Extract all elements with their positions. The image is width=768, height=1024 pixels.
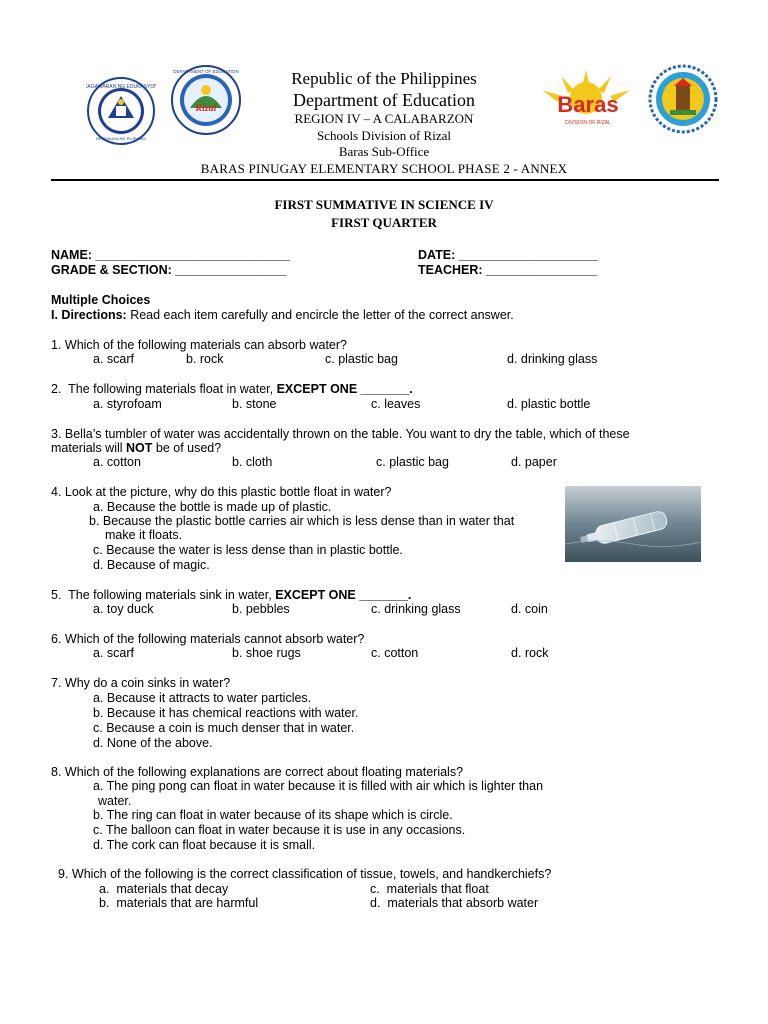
q2-option-a[interactable]: a. styrofoam <box>93 397 162 411</box>
exam-quarter: FIRST QUARTER <box>331 215 437 230</box>
q1-option-b[interactable]: b. rock <box>186 352 224 366</box>
q5-option-d[interactable]: d. coin <box>511 602 548 616</box>
q4-option-c[interactable]: c. Because the water is less dense than in plastic bottle. <box>93 543 403 557</box>
republic-heading: Republic of the Philippines <box>291 69 477 88</box>
q5-option-b[interactable]: b. pebbles <box>232 602 290 616</box>
question-4: 4. Look at the picture, why do this plastic bottle float in water? <box>51 485 392 499</box>
rizal-ring-text: DEPARTMENT OF EDUCATION <box>173 69 239 74</box>
q2-text: 2. The following materials float in water, <box>51 382 277 396</box>
question-9: 9. Which of the following is the correct classification of tissue, towels, and handkerchiefs? <box>58 867 552 881</box>
directions-label: I. Directions: <box>51 308 127 322</box>
baras-text: Baras <box>557 92 619 117</box>
question-7: 7. Why do a coin sinks in water? <box>51 676 231 690</box>
q4-option-b[interactable]: b. Because the plastic bottle carries air which is less dense than in water that <box>89 514 515 528</box>
q9-option-c[interactable]: c. materials that float <box>370 882 489 896</box>
region-heading: REGION IV – A CALABARZON <box>294 111 474 126</box>
floating-bottle-image <box>565 486 701 562</box>
q3-text-post: be of used? <box>152 441 222 455</box>
q7-option-d[interactable]: d. None of the above. <box>93 736 213 750</box>
q3-option-a[interactable]: a. cotton <box>93 455 141 469</box>
q5-bold: EXCEPT ONE _______. <box>275 588 412 602</box>
q3-option-b[interactable]: b. cloth <box>232 455 273 469</box>
q1-option-a[interactable]: a. scarf <box>93 352 134 366</box>
question-8: 8. Which of the following explanations are correct about floating materials? <box>51 765 464 779</box>
q7-option-c[interactable]: c. Because a coin is much denser that in water. <box>93 721 355 735</box>
name-field[interactable]: NAME: ____________________________ <box>51 248 291 262</box>
q8-option-a-cont: water. <box>98 794 132 808</box>
question-6: 6. Which of the following materials cannot absorb water? <box>51 632 365 646</box>
q3-text-pre: materials will <box>51 441 127 455</box>
baras-sub-text: DIVISION OF RIZAL <box>565 120 611 126</box>
division-heading: Schools Division of Rizal <box>317 128 451 143</box>
q9-option-b[interactable]: b. materials that are harmful <box>99 896 259 910</box>
q6-option-d[interactable]: d. rock <box>511 646 549 660</box>
question-1: 1. Which of the following materials can absorb water? <box>51 338 347 352</box>
exam-title: FIRST SUMMATIVE IN SCIENCE IV <box>274 197 494 212</box>
deped-ring-text: KAGAWARAN NG EDUKASYON <box>86 84 156 90</box>
q8-option-a[interactable]: a. The ping pong can float in water because it is filled with air which is lighter than <box>93 779 544 793</box>
q6-option-b[interactable]: b. shoe rugs <box>232 646 301 660</box>
q4-option-d[interactable]: d. Because of magic. <box>93 558 210 572</box>
date-field[interactable]: DATE: ____________________ <box>418 248 598 262</box>
department-heading: Department of Education <box>293 90 475 110</box>
deped-bottom-text: REPUBLIKA NG PILIPINAS <box>96 136 146 141</box>
q4-option-a[interactable]: a. Because the bottle is made up of plastic. <box>93 500 332 514</box>
q3-bold: NOT <box>126 441 153 455</box>
teacher-field[interactable]: TEACHER: ________________ <box>418 263 598 277</box>
q6-option-a[interactable]: a. scarf <box>93 646 134 660</box>
q3-option-d[interactable]: d. paper <box>511 455 557 469</box>
directions <box>51 308 514 322</box>
q8-option-b[interactable]: b. The ring can float in water because of its shape which is circle. <box>93 808 453 822</box>
q3-option-c[interactable]: c. plastic bag <box>376 455 449 469</box>
q5-text: 5. The following materials sink in water, <box>51 588 276 602</box>
q5-option-c[interactable]: c. drinking glass <box>371 602 461 616</box>
q9-option-d[interactable]: d. materials that absorb water <box>370 896 539 910</box>
q2-option-d[interactable]: d. plastic bottle <box>507 397 591 411</box>
q7-option-a[interactable]: a. Because it attracts to water particles. <box>93 691 312 705</box>
directions-text: Read each item carefully and encircle the letter of the correct answer. <box>126 308 514 322</box>
header-divider <box>51 179 719 181</box>
q4-option-b-cont: make it floats. <box>105 528 183 542</box>
q7-option-b[interactable]: b. Because it has chemical reactions with water. <box>93 706 359 720</box>
q2-bold: EXCEPT ONE _______. <box>276 382 413 396</box>
q8-option-c[interactable]: c. The balloon can float in water because it is use in any occasions. <box>93 823 466 837</box>
q1-option-c[interactable]: c. plastic bag <box>325 352 398 366</box>
q6-option-c[interactable]: c. cotton <box>371 646 419 660</box>
section-heading: Multiple Choices <box>51 293 151 307</box>
grade-section-field[interactable]: GRADE & SECTION: ________________ <box>51 263 287 277</box>
sub-office-heading: Baras Sub-Office <box>338 144 430 159</box>
q5-option-a[interactable]: a. toy duck <box>93 602 154 616</box>
school-heading: BARAS PINUGAY ELEMENTARY SCHOOL PHASE 2 - ANNEX <box>200 161 568 176</box>
rizal-center-text: Rizal <box>195 103 217 114</box>
question-2 <box>51 382 413 396</box>
q9-option-a[interactable]: a. materials that decay <box>99 882 229 896</box>
q2-option-c[interactable]: c. leaves <box>371 397 421 411</box>
q1-option-d[interactable]: d. drinking glass <box>507 352 598 366</box>
question-3-line-1: 3. Bella’s tumbler of water was accidentally thrown on the table. You want to dry the table, which of these <box>51 427 630 441</box>
question-5 <box>51 588 411 602</box>
q8-option-d[interactable]: d. The cork can float because it is small. <box>93 838 316 852</box>
question-3-line-2 <box>51 441 221 455</box>
q2-option-b[interactable]: b. stone <box>232 397 277 411</box>
